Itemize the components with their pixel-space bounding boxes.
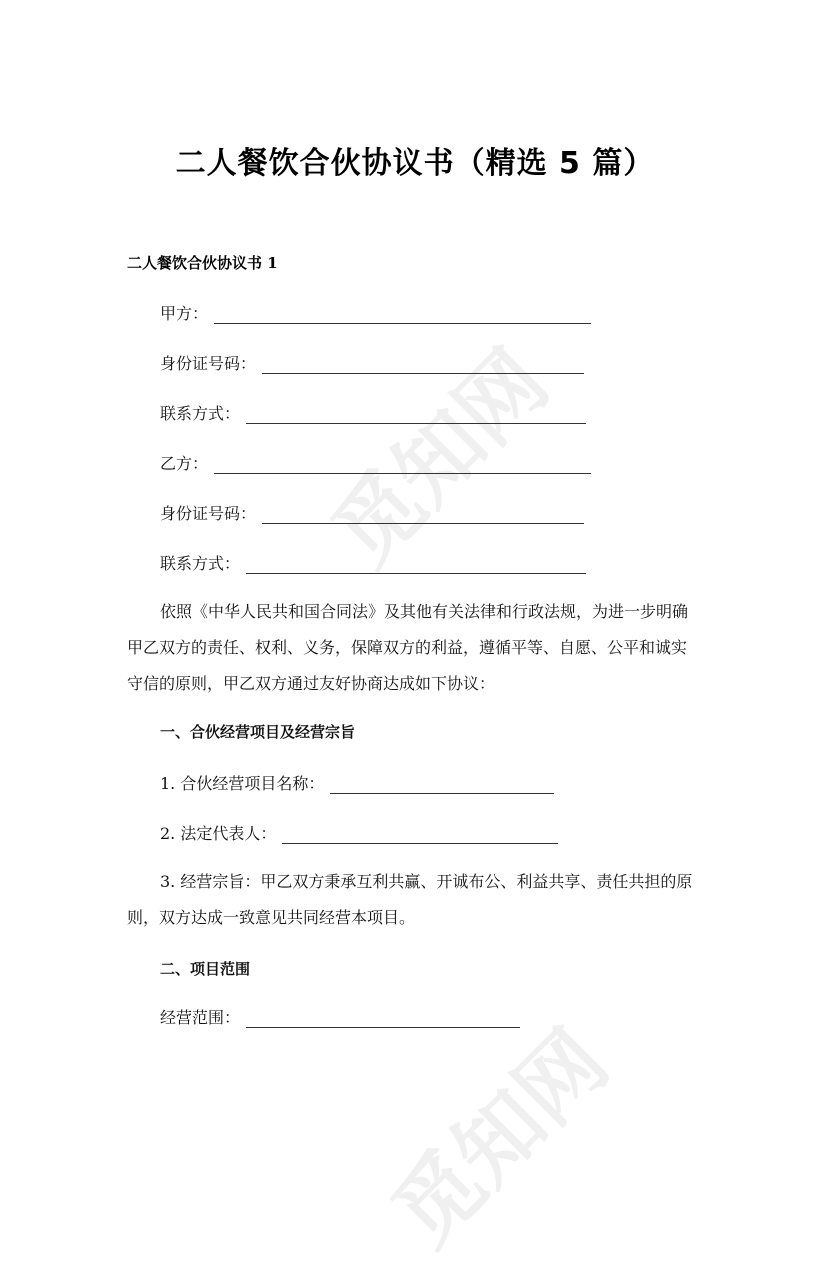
blank-line [262, 505, 584, 524]
business-scope-field [160, 1004, 520, 1028]
party-b-contact-field [160, 550, 586, 574]
field-label: 身份证号码： [160, 354, 257, 373]
blank-line [246, 555, 586, 574]
party-b-id-field [160, 500, 584, 524]
intro-line: 守信的原则，甲乙双方通过友好协商达成如下协议： [127, 674, 496, 693]
blank-line [246, 405, 586, 424]
intro-paragraph [127, 594, 709, 702]
field-label: 经营范围： [160, 1008, 241, 1027]
blank-line [330, 775, 554, 794]
field-label: 联系方式： [160, 404, 241, 423]
field-label: 1. 合伙经营项目名称： [160, 774, 325, 793]
business-purpose-paragraph [127, 864, 709, 936]
section-heading: 一、合伙经营项目及经营宗旨 [160, 723, 356, 741]
purpose-line: 3. 经营宗旨：甲乙双方秉承互利共赢、开诚布公、利益共享、责任共担的原 [160, 872, 693, 891]
blank-line [282, 825, 558, 844]
legal-rep-field [160, 820, 558, 844]
field-label: 联系方式： [160, 554, 241, 573]
agreement-subtitle: 二人餐饮合伙协议书 1 [127, 254, 278, 272]
field-label: 甲方： [160, 304, 209, 323]
purpose-line: 则，双方达成一致意见共同经营本项目。 [127, 908, 416, 927]
watermark: 觅知网 [374, 1011, 628, 1265]
blank-line [214, 305, 591, 324]
field-label: 2. 法定代表人： [160, 824, 277, 843]
field-label: 乙方： [160, 454, 209, 473]
party-b-field [160, 450, 591, 474]
document-title: 二人餐饮合伙协议书（精选 5 篇） [175, 146, 655, 181]
watermark: 觅知网 [314, 331, 568, 585]
intro-line: 甲乙双方的责任、权利、义务，保障双方的利益，遵循平等、自愿、公平和诚实 [127, 638, 688, 657]
blank-line [262, 355, 584, 374]
intro-line: 依照《中华人民共和国合同法》及其他有关法律和行政法规，为进一步明确 [160, 602, 689, 621]
party-a-contact-field [160, 400, 586, 424]
project-name-field [160, 770, 554, 794]
field-label: 身份证号码： [160, 504, 257, 523]
blank-line [246, 1009, 520, 1028]
section-heading: 二、项目范围 [160, 960, 251, 978]
party-a-field [160, 300, 591, 324]
party-a-id-field [160, 350, 584, 374]
blank-line [214, 455, 591, 474]
